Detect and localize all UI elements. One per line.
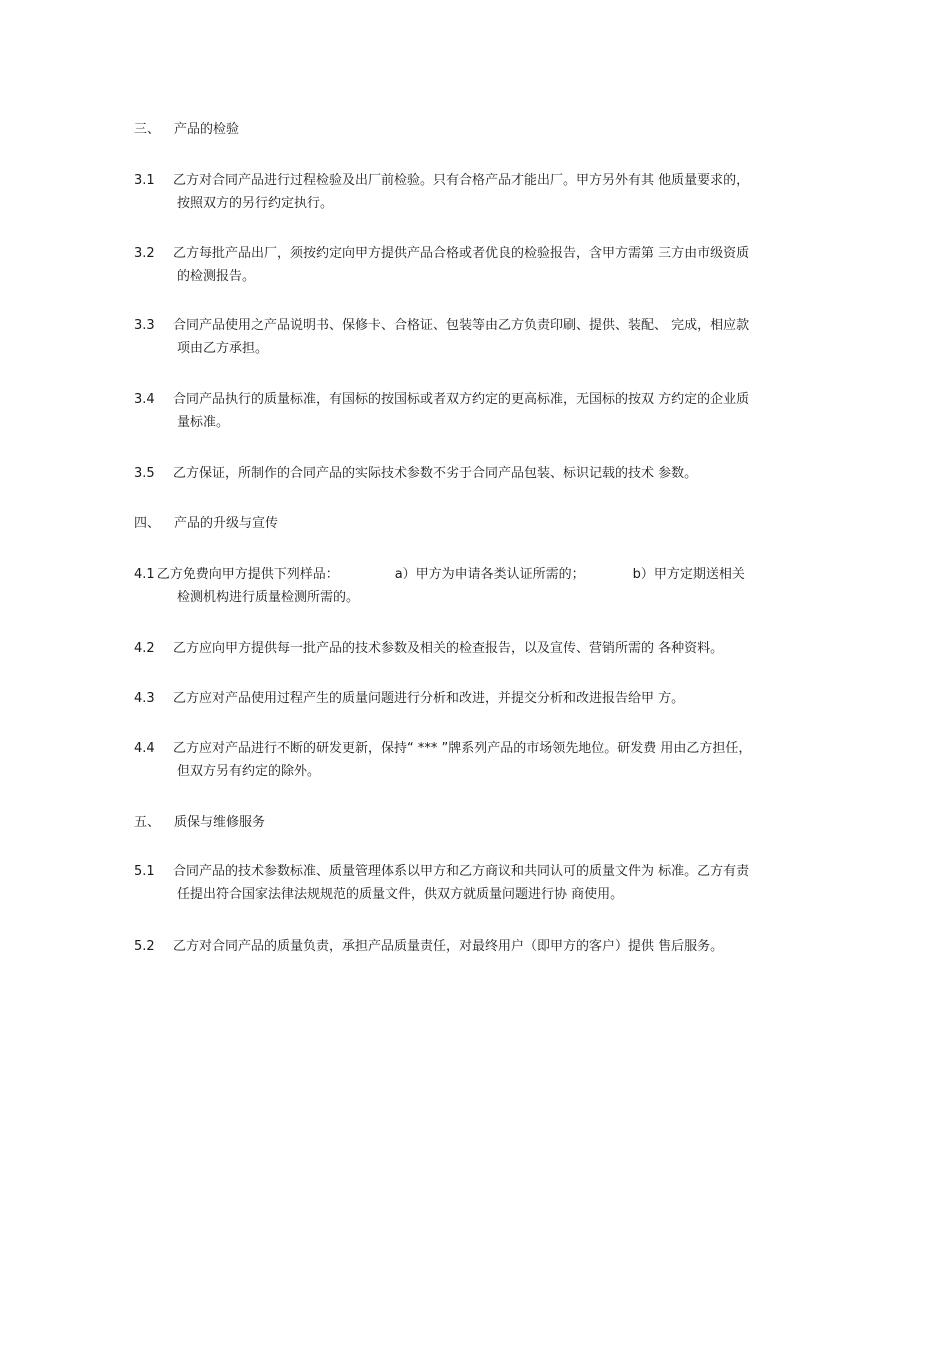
section-heading-5 bbox=[134, 811, 814, 834]
clause-3-1 bbox=[134, 169, 814, 215]
clause-text-continued: 任提出符合国家法律法规规范的质量文件，供双方就质量问题进行协 商使用。 bbox=[177, 887, 624, 902]
clause-number: 4.3 bbox=[134, 691, 155, 706]
clause-number: 3.4 bbox=[134, 392, 155, 407]
clause-text: 合同产品执行的质量标准，有国标的按国标或者双方约定的更高标准，无国标的按双 方约定的企业质 bbox=[173, 392, 750, 407]
clause-text-continued: 的检测报告。 bbox=[177, 269, 256, 284]
clause-text: 乙方每批产品出厂，须按约定向甲方提供产品合格或者优良的检验报告，含甲方需第 三方由市级资质 bbox=[173, 246, 750, 261]
clause-text: 乙方免费向甲方提供下列样品： bbox=[156, 567, 339, 582]
section-number: 三、 bbox=[134, 122, 161, 137]
clause-3-3 bbox=[134, 314, 814, 360]
clause-number: 3.1 bbox=[134, 173, 155, 188]
section-number: 四、 bbox=[134, 516, 161, 531]
clause-number: 4.4 bbox=[134, 741, 155, 756]
clause-4-3 bbox=[134, 687, 814, 710]
clause-3-5 bbox=[134, 462, 814, 485]
clause-number: 5.2 bbox=[134, 939, 155, 954]
clause-text: 合同产品使用之产品说明书、保修卡、合格证、包装等由乙方负责印刷、提供、装配、 完成，相应款 bbox=[173, 318, 750, 333]
clause-text: 乙方对合同产品的质量负责，承担产品质量责任，对最终用户（即甲方的客户）提供 售后服务。 bbox=[173, 939, 724, 954]
section-number: 五、 bbox=[134, 815, 161, 830]
clause-3-2 bbox=[134, 242, 814, 288]
section-heading-3 bbox=[134, 118, 814, 141]
clause-number: 4.1 bbox=[134, 567, 155, 582]
clause-number: 5.1 bbox=[134, 864, 155, 879]
clause-4-2 bbox=[134, 637, 814, 660]
clause-number: 3.3 bbox=[134, 318, 155, 333]
section-title: 产品的升级与宣传 bbox=[174, 516, 279, 531]
clause-text: 合同产品的技术参数标准、质量管理体系以甲方和乙方商议和共同认可的质量文件为 标准。乙方有责 bbox=[173, 864, 750, 879]
clause-text-continued: 检测机构进行质量检测所需的。 bbox=[177, 590, 360, 605]
clause-number: 4.2 bbox=[134, 641, 155, 656]
clause-option-b: b）甲方定期送相关 bbox=[632, 567, 745, 582]
clause-number: 3.5 bbox=[134, 466, 155, 481]
clause-text-continued: 按照双方的另行约定执行。 bbox=[177, 196, 334, 211]
clause-text: 乙方对合同产品进行过程检验及出厂前检验。只有合格产品才能出厂。甲方另外有其 他质量要求的， bbox=[173, 173, 750, 188]
clause-text-continued: 但双方另有约定的除外。 bbox=[177, 764, 321, 779]
section-title: 质保与维修服务 bbox=[174, 815, 266, 830]
section-heading-4 bbox=[134, 512, 814, 535]
clause-5-1 bbox=[134, 860, 814, 906]
clause-option-a: a）甲方为申请各类认证所需的； bbox=[394, 567, 585, 582]
section-title: 产品的检验 bbox=[174, 122, 240, 137]
clause-number: 3.2 bbox=[134, 246, 155, 261]
clause-text: 乙方应向甲方提供每一批产品的技术参数及相关的检查报告，以及宣传、营销所需的 各种资料。 bbox=[173, 641, 724, 656]
clause-4-4 bbox=[134, 737, 814, 783]
clause-text-continued: 项由乙方承担。 bbox=[177, 341, 269, 356]
clause-text: 乙方应对产品使用过程产生的质量问题进行分析和改进，并提交分析和改进报告给甲 方。 bbox=[173, 691, 685, 706]
clause-text-continued: 量标准。 bbox=[177, 415, 230, 430]
clause-text: 乙方保证，所制作的合同产品的实际技术参数不劣于合同产品包装、标识记载的技术 参数。 bbox=[173, 466, 698, 481]
clause-3-4 bbox=[134, 388, 814, 434]
clause-text: 乙方应对产品进行不断的研发更新，保持“ *** ”牌系列产品的市场领先地位。研发费 用由乙方担任， bbox=[173, 741, 752, 756]
clause-5-2 bbox=[134, 935, 814, 958]
clause-4-1 bbox=[134, 563, 814, 609]
